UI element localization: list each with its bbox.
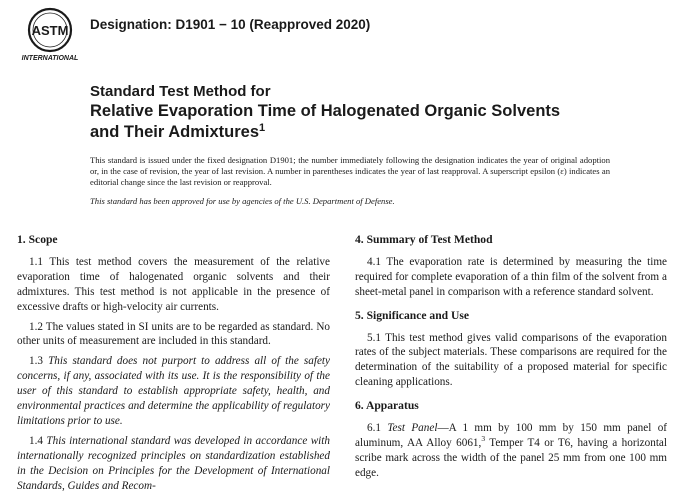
section-scope-heading: 1. Scope bbox=[17, 233, 58, 246]
scope-1-4-num: 1.4 bbox=[29, 434, 43, 447]
logo-subtext: INTERNATIONAL bbox=[21, 55, 79, 62]
astm-logo bbox=[18, 6, 82, 62]
apparatus-6-1-term: Test Panel bbox=[387, 422, 438, 435]
scope-1-3-text: This standard does not purport to address all of the safety concerns, if any, associated with its use. It is the responsibility of the user of this standard to establish appropriate safety, health, and environmental practices and determine the applicability of regulatory limitations prior to use. bbox=[17, 355, 330, 427]
significance-5-1: 5.1 This test method gives valid comparisons of the evaporation rates of the subject materials. These comparisons are required for the determination of the suitability of a proposed material for specific cleaning applications. bbox=[355, 331, 667, 389]
title-line-1: Standard Test Method for bbox=[90, 83, 271, 100]
summary-4-1: 4.1 The evaporation rate is determined by measuring the time required for complete evaporation of a thin film of the solvent from a sheet-metal panel in comparison with a reference standard solvent. bbox=[355, 255, 667, 298]
scope-1-2: 1.2 The values stated in SI units are to be regarded as standard. No other units of measurement are included in this standard. bbox=[17, 320, 330, 348]
scope-1-4-text: This international standard was developed in accordance with internationally recognized principles on standardization established in the Decision on Principles for the Development of International Standards, Guides and Recom- bbox=[17, 434, 330, 492]
section-summary-heading: 4. Summary of Test Method bbox=[355, 233, 493, 246]
apparatus-6-1-num: 6.1 bbox=[367, 422, 381, 435]
apparatus-6-1 bbox=[355, 421, 667, 481]
section-apparatus-heading: 6. Apparatus bbox=[355, 399, 419, 413]
scope-1-1: 1.1 This test method covers the measurement of the relative evaporation time of halogenated organic solvents and their admixtures. This test method is not applicable in the presence of excessive drafts or high-velocity air currents. bbox=[17, 255, 330, 313]
title-block bbox=[90, 82, 560, 143]
standard-notice bbox=[90, 155, 610, 207]
title-line-2: Relative Evaporation Time of Halogenated Organic Solvents bbox=[90, 102, 561, 120]
title-line-3-text: and Their Admixtures bbox=[90, 123, 260, 141]
logo-text: ASTM bbox=[31, 23, 69, 38]
apparatus-6-1-text-a: —A 1 mm by 100 mm by 150 mm panel of aluminum, AA Alloy 6061, bbox=[355, 422, 668, 449]
left-column bbox=[17, 233, 330, 499]
apparatus-footnote-marker: 3 bbox=[481, 433, 486, 443]
notice-defense: This standard has been approved for use by agencies of the U.S. Department of Defense. bbox=[90, 195, 395, 206]
scope-1-3-num: 1.3 bbox=[29, 355, 43, 368]
designation: Designation: D1901 − 10 (Reapproved 2020) bbox=[90, 17, 371, 32]
scope-1-3 bbox=[17, 354, 330, 429]
title-line-3 bbox=[90, 122, 560, 143]
apparatus-6-1-text-b: Temper T4 or T6, having a horizontal scribe mark across the width of the panel 25 mm from one 100 mm edge. bbox=[355, 436, 668, 479]
right-column bbox=[355, 233, 667, 486]
section-significance-heading: 5. Significance and Use bbox=[355, 308, 470, 322]
notice-issued: This standard is issued under the fixed designation D1901; the number immediately following the designation indicates the year of original adoption or, in the case of revision, the year of last revision. A number in parentheses indicates the year of last reapproval. A superscript epsilon (ε) indicates an editorial change since the last revision or reapproval. bbox=[90, 155, 610, 188]
title-footnote-marker: 1 bbox=[259, 122, 266, 134]
